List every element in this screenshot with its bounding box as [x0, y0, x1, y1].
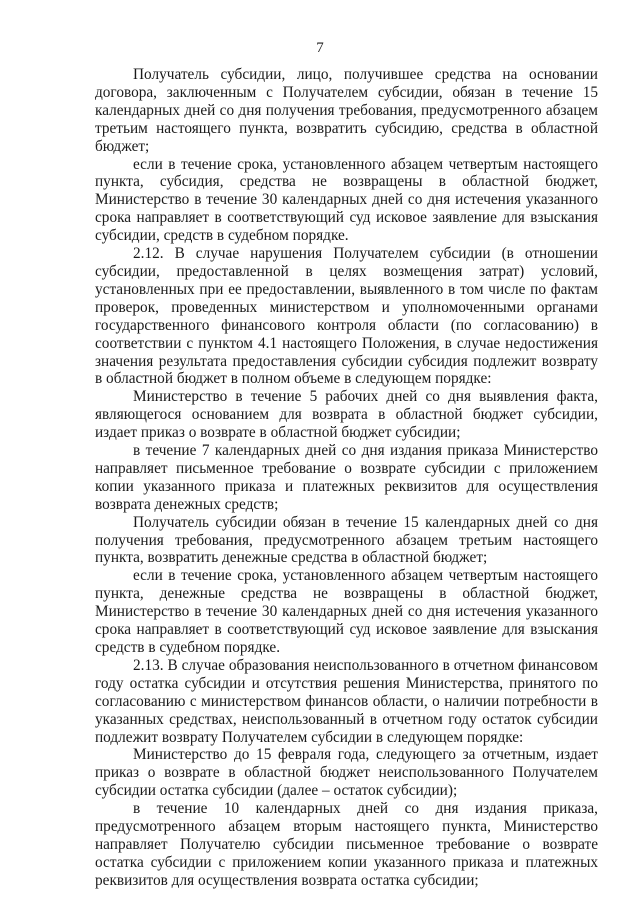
- paragraph: в течение 7 календарных дней со дня издания приказа Министерство направляет письменное требование о возврате субсидии с приложением копии указанного приказа и платежных реквизитов для осуществления возврата денежных средств;: [95, 442, 598, 513]
- page-number: 7: [316, 40, 324, 56]
- paragraph: 2.12. В случае нарушения Получателем субсидии (в отношении субсидии, предоставленной в целях возмещения затрат) условий, установленных при ее предоставлении, выявленного в том числе по фактам проверок, проведенных министерством и уполномоченными органами государственного финансового контроля области (по согласованию) в соответствии с пунктом 4.1 настоящего Положения, в случае недостижения значения результата предоставления субсидии субсидия подлежит возврату в областной бюджет в полном объеме в следующем порядке:: [95, 245, 598, 388]
- paragraph: Получатель субсидии обязан в течение 15 календарных дней со дня получения требования, предусмотренного абзацем третьим настоящего пункта, возвратить денежные средства в областной бюджет;: [95, 513, 598, 567]
- paragraph: в течение 10 календарных дней со дня издания приказа, предусмотренного абзацем вторым настоящего пункта, Министерство направляет Получателю субсидии письменное требование о возврате остатка субсидии с приложением копии указанного приказа и платежных реквизитов для осуществления возврата остатка субсидии;: [95, 800, 598, 889]
- paragraph: если в течение срока, установленного абзацем четвертым настоящего пункта, субсидия, средства не возвращены в областной бюджет, Министерство в течение 30 календарных дней со дня истечения указанного срока направляет в соответствующий суд исковое заявление для взыскания субсидии, средств в судебном порядке.: [95, 155, 598, 245]
- paragraph: 2.13. В случае образования неиспользованного в отчетном финансовом году остатка субсидии и отсутствия решения Министерства, принятого по согласованию с министерством финансов области, о наличии потребности в указанных средствах, неиспользованный в отчетном году остаток субсидии подлежит возврату Получателем субсидии в следующем порядке:: [95, 656, 598, 746]
- document-body: [95, 66, 598, 890]
- paragraph: если в течение срока, установленного абзацем четвертым настоящего пункта, денежные средства не возвращены в областной бюджет, Министерство в течение 30 календарных дней со дня истечения указанного срока направляет в соответствующий суд исковое заявление для взыскания средств в судебном порядке.: [95, 567, 598, 656]
- paragraph: Получатель субсидии, лицо, получившее средства на основании договора, заключенным с Получателем субсидии, обязан в течение 15 календарных дней со дня получения требования, предусмотренного абзацем третьим настоящего пункта, возвратить субсидию, средства в областной бюджет;: [95, 66, 598, 155]
- paragraph: Министерство до 15 февраля года, следующего за отчетным, издает приказ о возврате в областной бюджет неиспользованного Получателем субсидии остатка субсидии (далее – остаток субсидии);: [95, 746, 598, 800]
- paragraph: Министерство в течение 5 рабочих дней со дня выявления факта, являющегося основанием для возврата в областной бюджет субсидии, издает приказ о возврате в областной бюджет субсидии;: [95, 388, 598, 442]
